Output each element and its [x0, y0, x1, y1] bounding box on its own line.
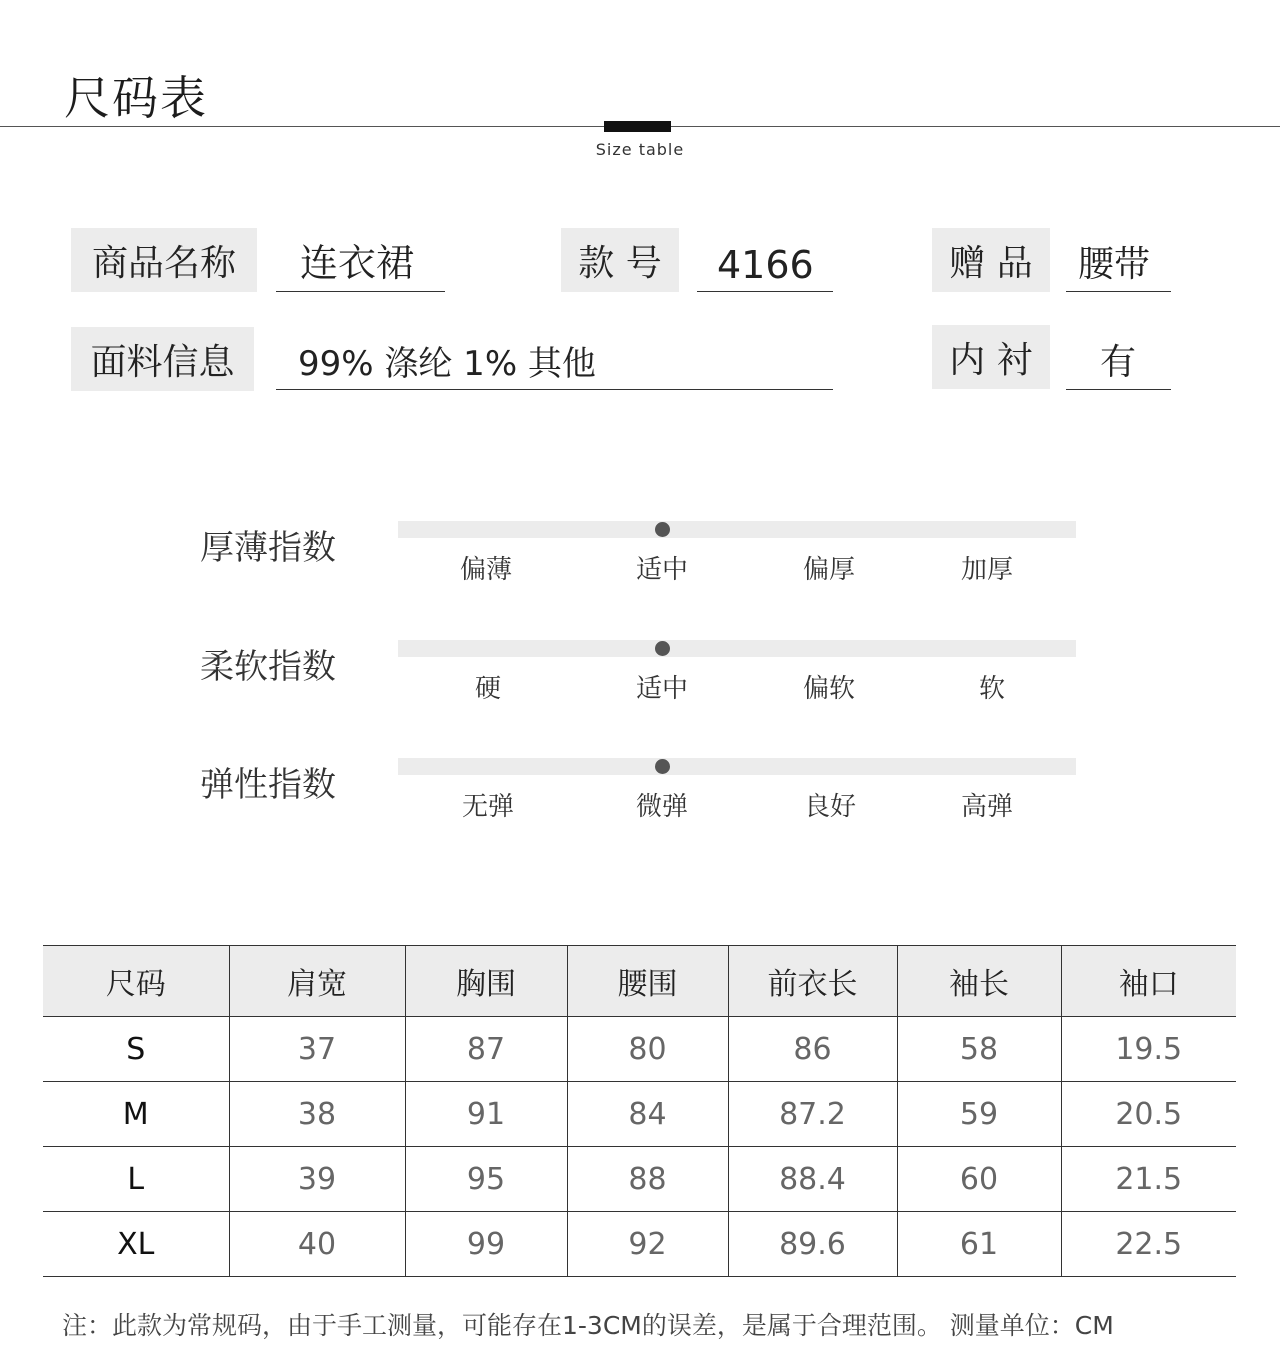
table-cell: 39 [229, 1147, 405, 1212]
thickness-index-track [398, 521, 1076, 538]
elasticity-option: 微弹 [635, 792, 688, 822]
size-cell: XL [117, 1226, 155, 1262]
table-row [43, 1017, 1236, 1082]
table-row [43, 1147, 1236, 1212]
table-cell: 19.5 [1061, 1017, 1236, 1082]
table-header-row [43, 946, 1236, 1017]
thickness-option: 适中 [635, 555, 688, 585]
lining-label: 内 衬 [932, 325, 1050, 389]
column-header-size: 尺码 [105, 967, 166, 1002]
size-table [43, 945, 1236, 1277]
column-header-cuff: 袖口 [1061, 946, 1236, 1017]
table-cell: 80 [567, 1017, 728, 1082]
thickness-index-marker [655, 522, 670, 537]
softness-option: 适中 [635, 674, 688, 704]
product-name-value: 连衣裙 [276, 232, 445, 292]
table-cell: 21.5 [1061, 1147, 1236, 1212]
table-cell: 61 [897, 1212, 1061, 1277]
table-cell: 99 [405, 1212, 567, 1277]
gift-value: 腰带 [1066, 232, 1171, 292]
fabric-value: 99% 涤纶 1% 其他 [276, 330, 833, 390]
table-cell: 95 [405, 1147, 567, 1212]
product-name-label: 商品名称 [71, 228, 257, 292]
table-cell: 60 [897, 1147, 1061, 1212]
table-row [43, 1082, 1236, 1147]
table-cell: 58 [897, 1017, 1061, 1082]
elasticity-option: 无弹 [461, 792, 514, 822]
table-cell: 86 [728, 1017, 897, 1082]
softness-option: 偏软 [802, 674, 855, 704]
softness-option: 软 [978, 674, 1005, 704]
table-cell: 92 [567, 1212, 728, 1277]
size-cell: S [126, 1031, 146, 1067]
thickness-option: 偏薄 [459, 555, 512, 585]
column-header-shoulder: 肩宽 [229, 946, 405, 1017]
size-cell: M [122, 1096, 149, 1132]
table-cell: 20.5 [1061, 1082, 1236, 1147]
table-cell: 88 [567, 1147, 728, 1212]
thickness-option: 加厚 [960, 555, 1013, 585]
elasticity-index-label: 弹性指数 [200, 765, 336, 805]
style-no-label: 款 号 [561, 228, 679, 292]
thickness-index-label: 厚薄指数 [200, 528, 336, 568]
softness-index-marker [655, 641, 670, 656]
table-cell: 87 [405, 1017, 567, 1082]
header-divider-accent [604, 121, 671, 132]
elasticity-index-track [398, 758, 1076, 775]
table-cell: 38 [229, 1082, 405, 1147]
fabric-label: 面料信息 [71, 327, 254, 391]
page-subtitle: Size table [595, 140, 685, 159]
column-header-front-length: 前衣长 [728, 946, 897, 1017]
table-cell: 89.6 [728, 1212, 897, 1277]
gift-label: 赠 品 [932, 228, 1050, 292]
table-cell: 59 [897, 1082, 1061, 1147]
column-header-sleeve-length: 袖长 [897, 946, 1061, 1017]
elasticity-index-marker [655, 759, 670, 774]
column-header-chest: 胸围 [405, 946, 567, 1017]
table-cell: 88.4 [728, 1147, 897, 1212]
softness-option: 硬 [474, 674, 501, 704]
size-cell: L [127, 1161, 145, 1197]
table-row [43, 1212, 1236, 1277]
table-cell: 37 [229, 1017, 405, 1082]
table-cell: 40 [229, 1212, 405, 1277]
column-header-waist: 腰围 [567, 946, 728, 1017]
table-cell: 91 [405, 1082, 567, 1147]
softness-index-track [398, 640, 1076, 657]
elasticity-option: 良好 [803, 792, 856, 822]
lining-value: 有 [1066, 330, 1171, 390]
page-title: 尺码表 [64, 71, 208, 125]
elasticity-option: 高弹 [960, 792, 1013, 822]
thickness-option: 偏厚 [802, 555, 855, 585]
style-no-value: 4166 [697, 232, 833, 292]
table-cell: 84 [567, 1082, 728, 1147]
table-cell: 22.5 [1061, 1212, 1236, 1277]
softness-index-label: 柔软指数 [200, 647, 336, 687]
table-cell: 87.2 [728, 1082, 897, 1147]
measurement-note: 注：此款为常规码，由于手工测量，可能存在1-3CM的误差，是属于合理范围。 测量单位：CM [62, 1311, 1114, 1340]
